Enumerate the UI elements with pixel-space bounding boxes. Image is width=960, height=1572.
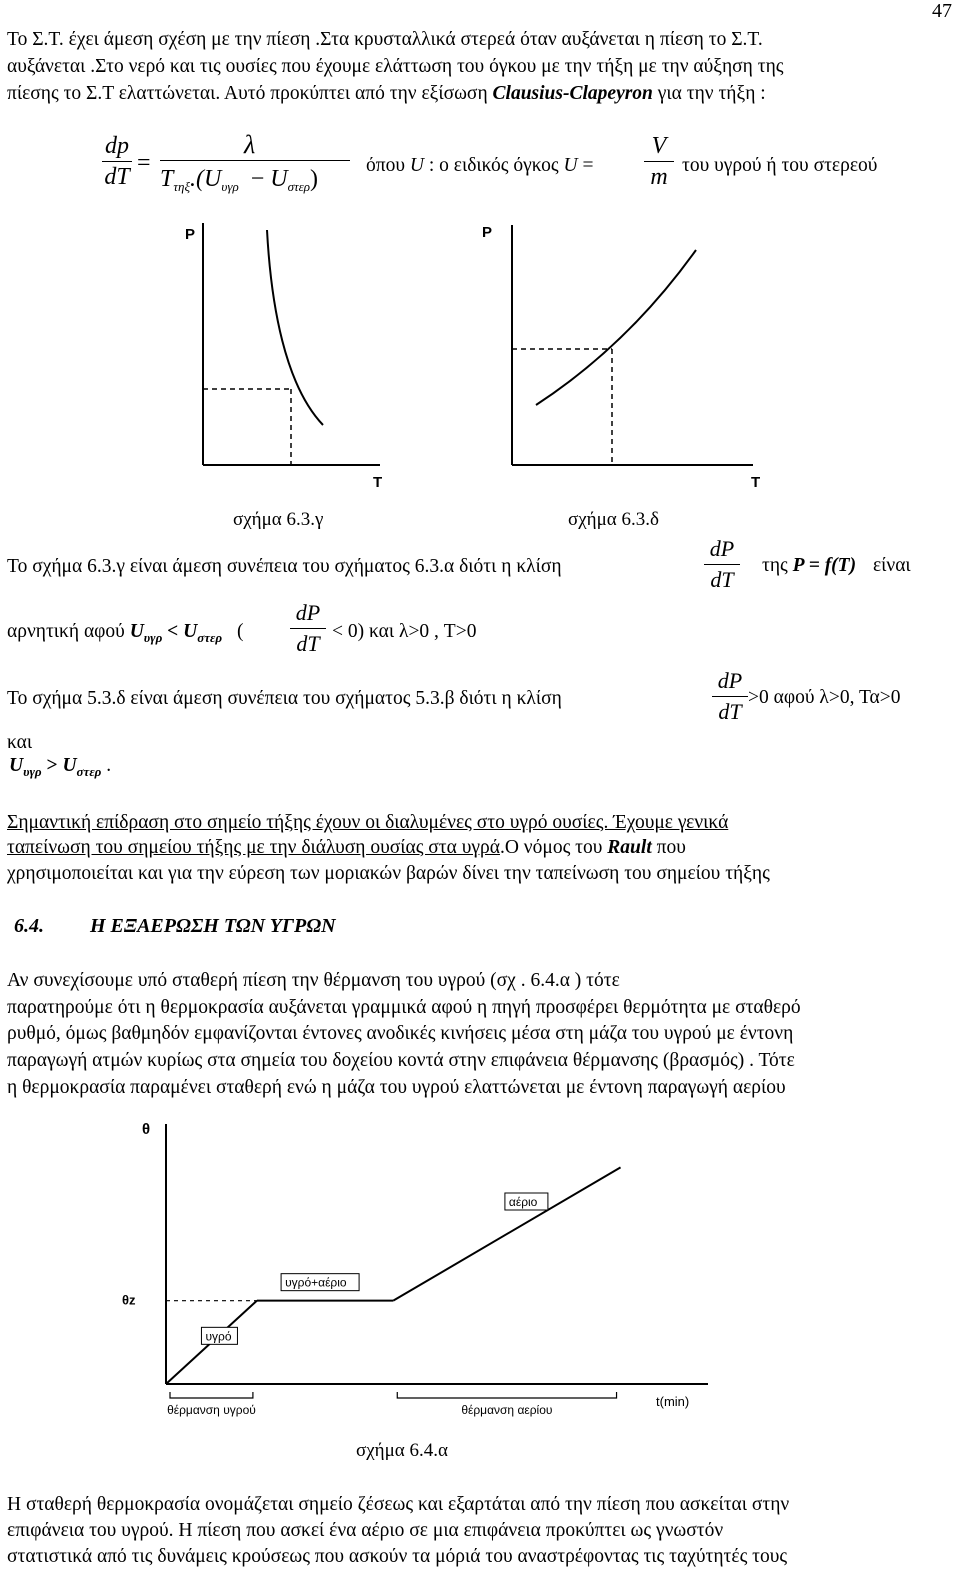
para3-b: >0 αφού λ>0, Τα>0 [748,687,901,708]
para5-line-2 [7,836,686,860]
para4-sub1: υγρ [23,764,42,779]
eq-minus: − [250,166,265,192]
para4-U1: U [9,755,24,776]
para5-line-1: Σημαντική επίδραση στο σημείο τήξης έχουν οι διαλυμένες στο υγρό ουσίες. Έχουμε γενικά [7,812,729,833]
figure-6-3-d [478,215,768,495]
para1-den: dT [710,567,734,592]
rault: Rault [607,837,652,858]
section-number: 6.4. [14,915,44,937]
series-segment [393,1167,620,1300]
para7-line-3: στατιστικά από τις δυνάμεις κρούσεως που ασκούν τα μόριά του αναστρέφοντας τις ταχύτητές τους [7,1546,788,1567]
eq-equals: = [137,150,151,176]
para2-lt: < [162,621,184,642]
eq-open: .(U [190,166,222,192]
eq-U2: U [270,166,288,192]
para6-line-3: ρυθμό, όμως βαθμηδόν εμφανίζονται έντονες ανοδικές κινήσεις μέσα στη μάζα του υγρού με έντονη [7,1023,794,1044]
series-line [166,1167,621,1384]
where-a: όπου [366,155,410,176]
bracket-line [397,1392,616,1398]
caption-6-3-d: σχήμα 6.3.δ [568,509,659,530]
x-axis-label: t(min) [656,1394,690,1409]
intro-line-2: αυξάνεται .Στο νερό και τις ουσίες που έχουμε ελάττωση του όγκου με την τήξη με την αύξηση της [7,56,784,77]
intro-line-3a: πίεσης το Σ.Τ ελαττώνεται. Αυτό προκύπτει από την εξίσωση [7,83,493,104]
para2-sub1: υγρ [143,630,163,645]
eq-lambda: λ [244,130,256,159]
caption-6-3-g: σχήμα 6.3.γ [233,509,324,530]
where-U2: U [563,155,578,176]
para1-text: Το σχήμα 6.3.γ είναι άμεση συνέπεια του σχήματος 6.3.α διότι η κλίση [7,556,562,577]
para4-kai: και [7,732,33,753]
eq-denominator [160,166,318,195]
para2-open: ( [236,621,244,642]
para3-fraction [712,668,748,725]
eq-fraction-bar [160,160,350,161]
para1-b: της [762,555,793,576]
para2-U1: U [129,621,144,642]
para2-den: dT [296,631,320,656]
y-tick-label: θz [122,1292,136,1308]
para4-dot: . [101,755,112,776]
clausius-clapeyron: Clausius-Clapeyron [492,83,653,104]
para6-line-5: η θερμοκρασία παραμένει σταθερή ενώ η μάζα του υγρού ελαττώνεται με έντονη παραγωγή αερίου [7,1077,786,1098]
para6-line-2: παρατηρούμε ότι η θερμοκρασία αυξάνεται γραμμικά αφού η πηγή προσφέρει θερμότητα με σταθερό [7,997,801,1018]
eq-where [366,155,593,177]
where-c: του υγρού ή του στερεού [682,155,878,176]
p-equals-f-t: P = f(T) [792,555,857,576]
para3-text: Το σχήμα 5.3.δ είναι άμεση συνέπεια του σχήματος 5.3.β διότι η κλίση [7,688,562,709]
page-number: 47 [932,0,952,22]
para2-a: αρνητική αφού [7,621,130,642]
para1-tail [762,555,911,577]
eq-num: dp [105,133,129,159]
eq-V: V [651,133,667,159]
para2-U2: U [183,621,198,642]
intro-line-3 [7,82,766,106]
para3-num: dP [717,668,743,693]
para5-line-2-b: .Ο νόμος του [499,837,608,858]
x-axis-label: T [751,474,761,491]
eq-sub-liquid: υγρ [221,179,239,194]
para2-num: dP [295,600,321,625]
eq-den: dT [104,164,130,190]
where-U: U [409,155,424,176]
x-axis-label: T [373,474,383,491]
pt-curve [267,230,323,425]
segment-label: αέριο [508,1195,538,1209]
eq-close: ) [310,166,319,192]
para1-num: dP [709,536,735,561]
brackets [167,1392,616,1417]
where-eq: = [577,155,594,176]
para5-line-3: χρησιμοποιείται και για την εύρεση των μοριακών βαρών δίνει την ταπείνωση του σημείου τήξης [7,863,770,884]
para7-line-1: Η σταθερή θερμοκρασία ονομάζεται σημείο ζέσεως και εξαρτάται από την πίεση που ασκείται στην [7,1494,790,1515]
y-axis-label: θ [142,1121,151,1138]
para3-den: dT [718,699,742,724]
para2-text [7,621,243,646]
intro-line-1: Το Σ.Τ. έχει άμεση σχέση με την πίεση .Στα κρυσταλλικά στερεά όταν αυξάνεται η πίεση το Σ.Τ. [7,29,763,50]
segment-label: υγρό [205,1329,232,1344]
heating-curve-chart [108,1102,718,1437]
figure-6-3-g [175,215,405,495]
bracket-line [170,1392,253,1398]
para2-fraction [290,600,326,657]
section-title: Η ΕΞΑΕΡΩΣΗ ΤΩΝ ΥΓΡΩΝ [90,915,336,937]
eq-T-sub: τηξ [173,179,191,194]
para4-ineq [9,755,111,780]
y-axis-label: P [185,226,196,243]
segment-labels [201,1193,547,1344]
para6-line-1: Αν συνεχίσουμε υπό σταθερή πίεση την θέρμανση του υγρού (σχ . 6.4.α ) τότε [7,970,620,991]
bracket-label: θέρμανση αερίου [461,1403,553,1417]
para5-line-2-c: που [651,837,686,858]
eq-sub-solid: στερ [287,179,311,194]
segment-label: υγρό+αέριο [285,1275,347,1290]
chart-axes [166,1124,708,1384]
y-axis-label: P [482,224,493,241]
pt-curve [536,250,696,405]
para1-c: είναι [868,555,911,576]
where-b: : ο ειδικός όγκος [423,155,564,176]
para4-sub2: στερ [76,764,102,779]
para5-line-2-underlined: ταπείνωση του σημείου τήξης με την διάλυση ουσίας στα υγρά [7,837,500,858]
para4-U2: U [62,755,77,776]
para2-sub2: στερ [197,630,223,645]
para4-gt: > [41,755,63,776]
eq-T: T [160,166,174,192]
para6-line-4: παραγωγή ατμών κυρίως στα σημεία του δοχείου κοντά στην επιφάνεια θέρμανσης (βρασμός) . Τότε [7,1050,795,1071]
intro-line-3b: για την τήξη : [652,83,766,104]
para1-fraction [704,536,740,593]
para7-line-2: επιφάνεια του υγρού. Η πίεση που ασκεί ένα αέριο σε μια επιφάνεια προκύπτει ως γνωστόν [7,1520,724,1541]
bracket-label: θέρμανση υγρού [167,1403,256,1417]
eq-m: m [650,164,668,190]
para2-b: < 0) και λ>0 , T>0 [332,621,477,642]
caption-6-4-a: σχήμα 6.4.α [356,1440,448,1461]
